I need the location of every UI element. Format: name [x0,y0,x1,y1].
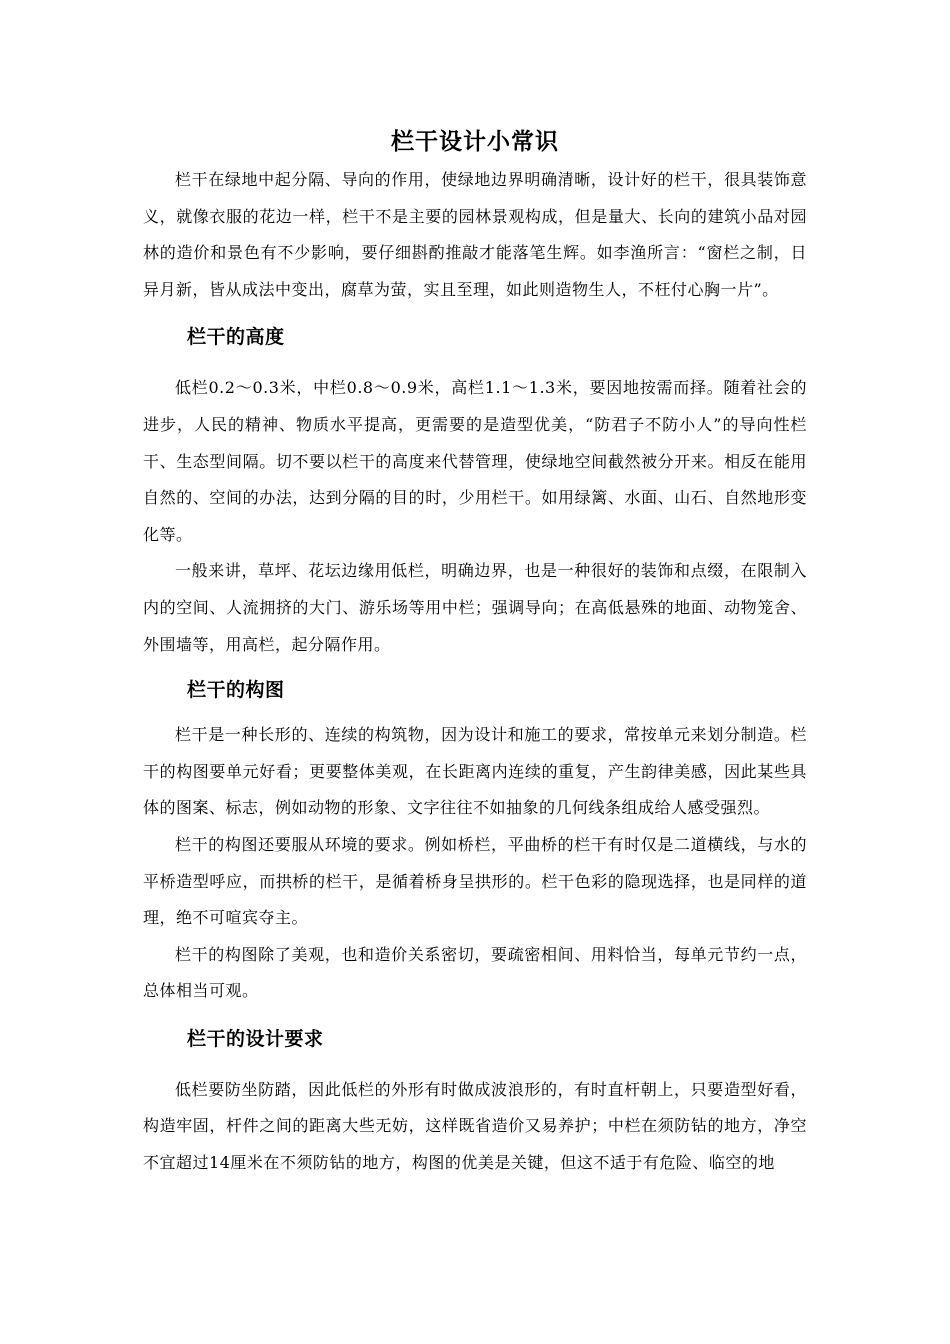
intro-paragraph: 栏干在绿地中起分隔、导向的作用，使绿地边界明确清晰，设计好的栏干，很具装饰意义，就像衣服的花边一样，栏干不是主要的园林景观构成，但是量大、长向的建筑小品对园林的造价和景色有不少影响，要仔细斟酌推敲才能落笔生辉。如李渔所言：“窗栏之制，日异月新，皆从成法中变出，腐草为萤，实且至理，如此则造物生人，不枉付心胸一片”。 [143,170,807,299]
document-page [143,126,807,1182]
section-heading-design-requirements: 栏干的设计要求 [187,1027,324,1050]
height-paragraph-1: 低栏0.2～0.3米，中栏0.8～0.9米，高栏1.1～1.3米，要因地按需而择。随着社会的进步，人民的精神、物质水平提高，更需要的是造型优美，“防君子不防小人”的导向性栏干、生态型间隔。切不要以栏干的高度来代替管理，使绿地空间截然被分开来。相反在能用自然的、空间的办法，达到分隔的目的时，少用栏干。如用绿篱、水面、山石、自然地形变化等。 [143,378,807,544]
composition-paragraph-3: 栏干的构图除了美观，也和造价关系密切，要疏密相间、用料恰当，每单元节约一点，总体相当可观。 [143,944,807,1001]
document-title: 栏干设计小常识 [391,129,559,155]
composition-paragraph-1: 栏干是一种长形的、连续的构筑物，因为设计和施工的要求，常按单元来划分制造。栏干的构图要单元好看；更要整体美观，在长距离内连续的重复，产生韵律美感，因此某些具体的图案、标志，例如动物的形象、文字往往不如抽象的几何线条组成给人感受强烈。 [143,725,807,818]
composition-paragraph-2: 栏干的构图还要服从环境的要求。例如桥栏，平曲桥的栏干有时仅是二道横线，与水的平桥造型呼应，而拱桥的栏干，是循着桥身呈拱形的。栏干色彩的隐现选择，也是同样的道理，绝不可喧宾夺主。 [143,834,807,928]
section-heading-height: 栏干的高度 [187,326,285,349]
section-heading-composition: 栏干的构图 [187,679,285,702]
height-paragraph-2: 一般来讲，草坪、花坛边缘用低栏，明确边界，也是一种很好的装饰和点缀，在限制入内的空间、人流拥挤的大门、游乐场等用中栏；强调导向；在高低悬殊的地面、动物笼舍、外围墙等，用高栏，起分隔作用。 [143,561,807,654]
design-requirements-paragraph-1: 低栏要防坐防踏，因此低栏的外形有时做成波浪形的，有时直杆朝上，只要造型好看，构造牢固，杆件之间的距离大些无妨，这样既省造价又易养护；中栏在须防钻的地方，净空不宜超过14厘米在不须防钻的地方，构图的优美是关键，但这不适于有危险、临空的地 [143,1079,807,1173]
